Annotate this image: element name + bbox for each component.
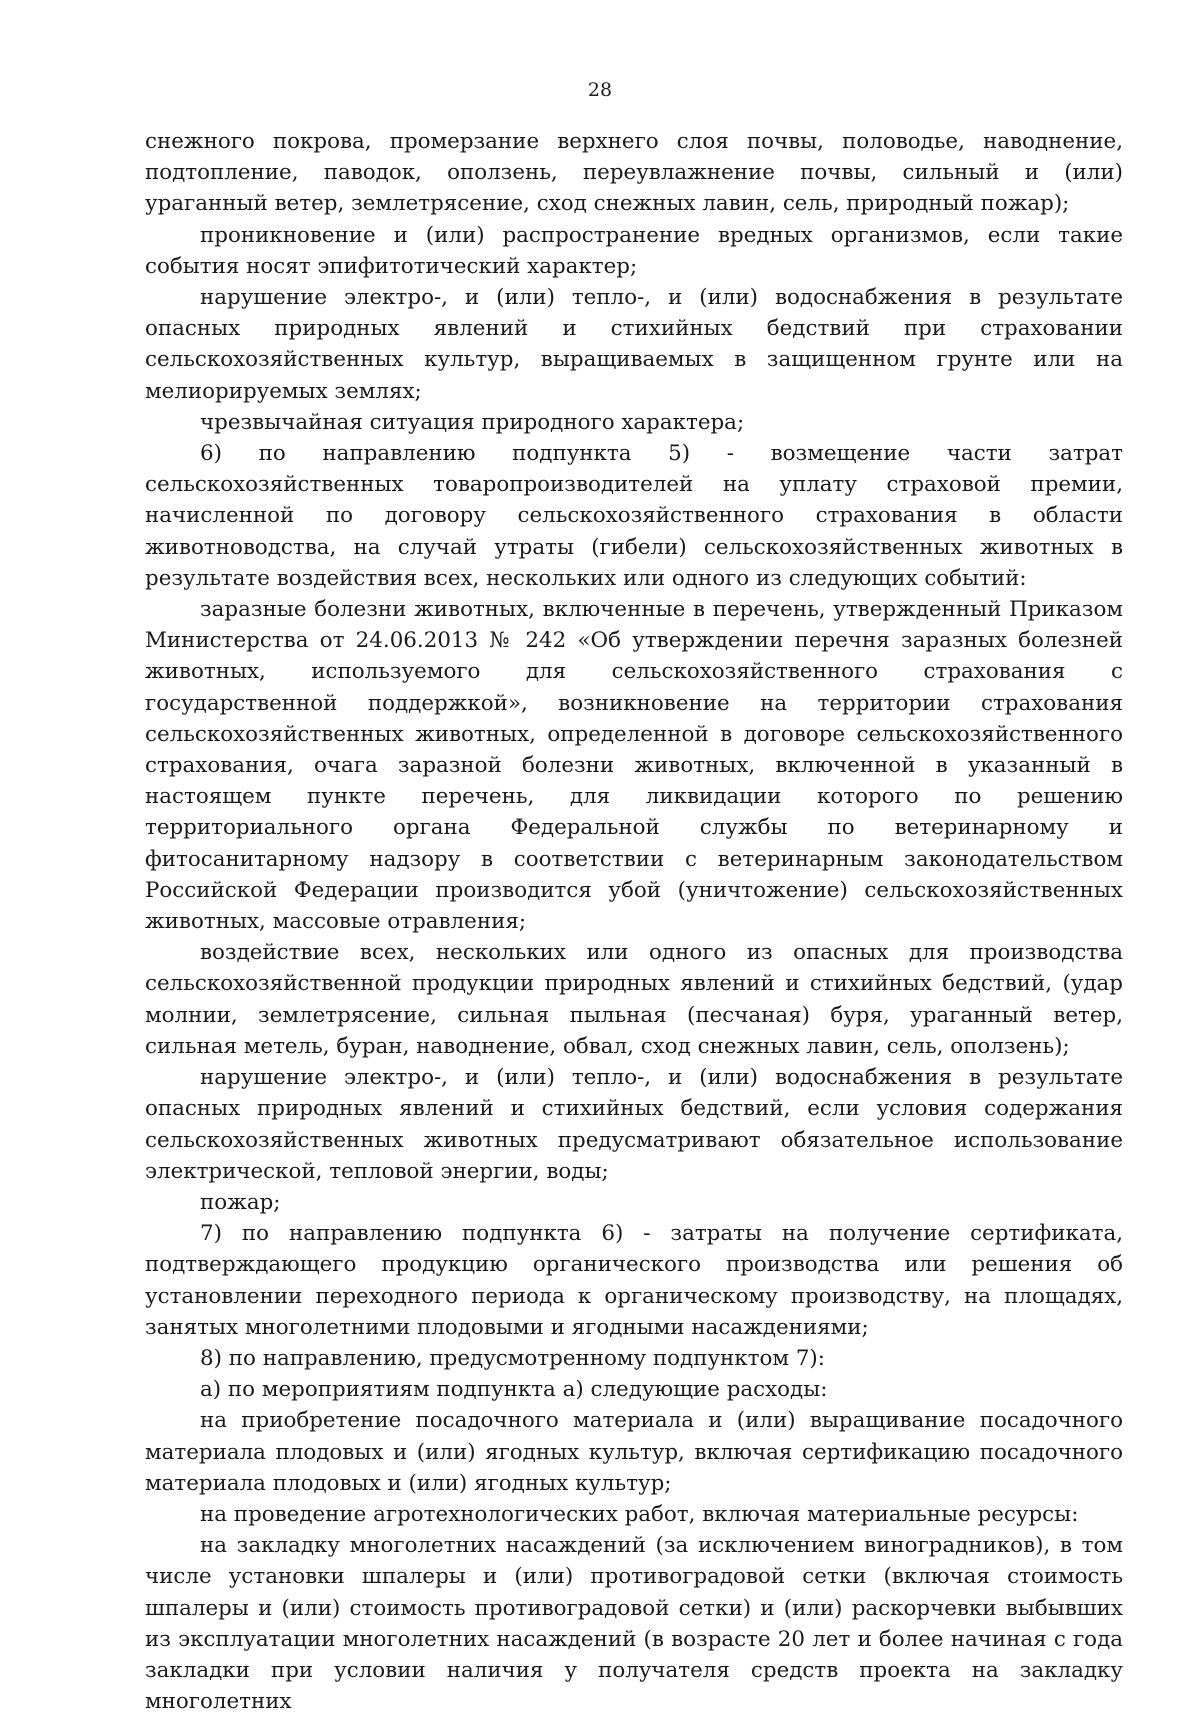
paragraph-6: заразные болезни животных, включенные в перечень, утвержденный Приказом Министерства от 24.06.2013 № 242 «Об утверждении перечня заразных болезней животных, используемого для сельскохозяйственного страхования с государственной поддержкой», возникновение на территории страхования сельскохозяйственных животных, определенной в договоре сельскохозяйственного страхования, очага заразной болезни животных, включенной в указанный в настоящем пункте перечень, для ликвидации которого по решению территориального органа Федеральной службы по ветеринарному и фитосанитарному надзору в соответствии с ветеринарным законодательством Российской Федерации производится убой (уничтожение) сельскохозяйственных животных, массовые отравления; <box>145 597 1123 935</box>
paragraph-14: на проведение агротехнологических работ, включая материальные ресурсы: <box>200 1501 1079 1527</box>
paragraph-13: на приобретение посадочного материала и (или) выращивание посадочного материала плодовых и (или) ягодных культур, включая сертификацию посадочного материала плодовых и (или) ягодных культур; <box>145 1408 1123 1496</box>
paragraph-8: нарушение электро-, и (или) тепло-, и (или) водоснабжения в результате опасных природных явлений и стихийных бедствий, если условия содержания сельскохозяйственных животных предусматривают обязательное использование электрической, тепловой энергии, воды; <box>145 1065 1123 1184</box>
paragraph-2: проникновение и (или) распространение вредных организмов, если такие события носят эпифитотический характер; <box>145 222 1123 279</box>
paragraph-11: 8) по направлению, предусмотренному подпунктом 7): <box>200 1345 825 1371</box>
paragraph-9: пожар; <box>200 1189 281 1215</box>
paragraph-4: чрезвычайная ситуация природного характера; <box>200 409 745 435</box>
paragraph-7: воздействие всех, нескольких или одного из опасных для производства сельскохозяйственной продукции природных явлений и стихийных бедствий, (удар молнии, землетрясение, сильная пыльная (песчаная) буря, ураганный ветер, сильная метель, буран, наводнение, обвал, сход снежных лавин, сель, оползень); <box>145 940 1123 1059</box>
page-number: 28 <box>587 79 613 101</box>
paragraph-3: нарушение электро-, и (или) тепло-, и (или) водоснабжения в результате опасных природных явлений и стихийных бедствий при страховании сельскохозяйственных культур, выращиваемых в защищенном грунте или на мелиорируемых землях; <box>145 285 1123 404</box>
paragraph-12: а) по мероприятиям подпункта а) следующие расходы: <box>200 1377 828 1403</box>
paragraph-1: снежного покрова, промерзание верхнего слоя почвы, половодье, наводнение, подтопление, паводок, оползень, переувлажнение почвы, сильный и (или) ураганный ветер, землетрясение, сход снежных лавин, сель, природный пожар); <box>145 129 1123 217</box>
paragraph-10: 7) по направлению подпункта 6) - затраты на получение сертификата, подтверждающего продукцию органического производства или решения об установлении переходного периода к органическому производству, на площадях, занятых многолетними плодовыми и ягодными насаждениями; <box>145 1221 1123 1340</box>
document-body <box>145 126 1123 1717</box>
paragraph-5: 6) по направлению подпункта 5) - возмещение части затрат сельскохозяйственных товаропроизводителей на уплату страховой премии, начисленной по договору сельскохозяйственного страхования в области животноводства, на случай утраты (гибели) сельскохозяйственных животных в результате воздействия всех, нескольких или одного из следующих событий: <box>145 441 1123 591</box>
paragraph-15: на закладку многолетних насаждений (за исключением виноградников), в том числе установки шпалеры и (или) противоградовой сетки (включая стоимость шпалеры и (или) стоимость противоградовой сетки) и (или) раскорчевки выбывших из эксплуатации многолетних насаждений (в возрасте 20 лет и более начиная с года закладки при условии наличия у получателя средств проекта на закладку многолетних <box>145 1533 1123 1715</box>
